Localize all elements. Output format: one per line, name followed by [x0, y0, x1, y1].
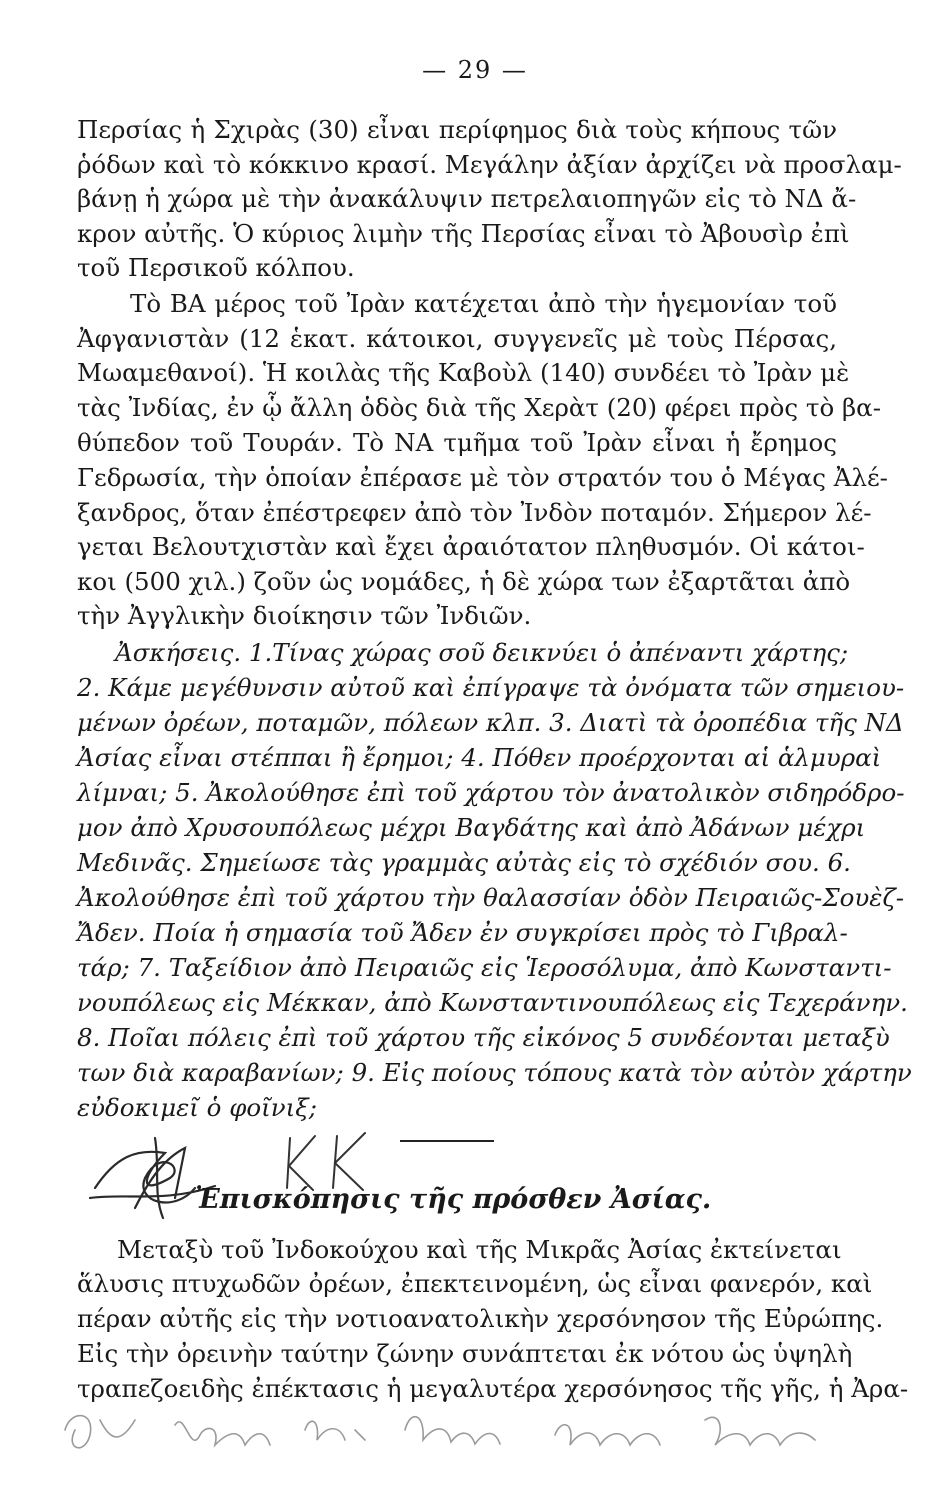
text-line: Ἀφγανιστὰν (12 ἑκατ. κάτοικοι, συγγενεῖς μὲ τοὺς Πέρσας, — [77, 324, 837, 353]
text-line: κοι (500 χιλ.) ζοῦν ὡς νομάδες, ἡ δὲ χώρα των ἐξαρτᾶται ἀπὸ — [77, 567, 851, 596]
exercise-line: Ἀσκήσεις. 1.Τίνας χώρας σοῦ δεικνύει ὁ ἀπέναντι χάρτης; — [115, 638, 849, 667]
text-line: Τὸ ΒΑ μέρος τοῦ Ἰρὰν κατέχεται ἀπὸ τὴν ἡγεμονίαν τοῦ — [130, 289, 837, 318]
text-line: ἅλυσις πτυχωδῶν ὀρέων, ἐπεκτεινομένη, ὡς εἶναι φανερόν, καὶ — [77, 1269, 873, 1298]
text-line: θύπεδον τοῦ Τουράν. Τὸ ΝΑ τμῆμα τοῦ Ἰρὰν εἶναι ἡ ἔρημος — [77, 428, 837, 457]
exercise-line: μένων ὀρέων, ποταμῶν, πόλεων κλπ. 3. Διατὶ τὰ ὀροπέδια τῆς ΝΔ — [77, 708, 904, 737]
exercise-line: Ἀκολούθησε ἐπὶ τοῦ χάρτου τὴν θαλασσίαν ὁδὸν Πειραιῶς-Σουὲζ- — [77, 883, 904, 912]
section-heading: Ἐπισκόπησις τῆς πρόσθεν Ἀσίας. — [195, 1184, 712, 1215]
exercise-line: Ἀσίας εἶναι στέππαι ἢ ἔρημοι; 4. Πόθεν προέρχονται αἱ ἁλμυραὶ — [77, 743, 882, 772]
text-line: τὰς Ἰνδίας, ἐν ᾧ ἄλλη ὁδὸς διὰ τῆς Χερὰτ (20) φέρει πρὸς τὸ βα- — [77, 393, 882, 422]
text-line: τραπεζοειδὴς ἐπέκτασις ἡ μεγαλυτέρα χερσόνησος τῆς γῆς, ἡ Ἀρα- — [77, 1374, 909, 1403]
exercise-line: των διὰ καραβανίων; 9. Εἰς ποίους τόπους κατὰ τὸν αὐτὸν χάρτην — [77, 1058, 912, 1087]
exercise-line: Ἄδεν. Ποία ἡ σημασία τοῦ Ἄδεν ἐν συγκρίσει πρὸς τὸ Γιβραλ- — [77, 918, 848, 947]
text-line: Περσίας ἡ Σχιρὰς (30) εἶναι περίφημος διὰ τοὺς κήπους τῶν — [77, 115, 837, 144]
text-line: γεται Βελουτχιστὰν καὶ ἔχει ἀραιότατον πληθυσμόν. Οἱ κάτοι- — [77, 532, 865, 561]
exercise-line: μον ἀπὸ Χρυσουπόλεως μέχρι Βαγδάτης καὶ ἀπὸ Ἀδάνων μέχρι — [77, 813, 866, 842]
exercise-line: νουπόλεως εἰς Μέκκαν, ἀπὸ Κωνσταντινουπόλεως εἰς Τεχεράνην. — [77, 988, 908, 1017]
section-divider — [400, 1140, 494, 1142]
text-line: ξανδρος, ὅταν ἐπέστρεφεν ἀπὸ τὸν Ἰνδὸν ποταμόν. Σήμερον λέ- — [77, 498, 872, 527]
text-line: τὴν Ἀγγλικὴν διοίκησιν τῶν Ἰνδιῶν. — [77, 601, 532, 630]
page-number: — 29 — — [422, 56, 528, 84]
exercise-line: Μεδινᾶς. Σημείωσε τὰς γραμμὰς αὐτὰς εἰς τὸ σχέδιόν σου. 6. — [77, 848, 851, 877]
text-line: ῥόδων καὶ τὸ κόκκινο κρασί. Μεγάλην ἀξίαν ἀρχίζει νὰ προσλαμ- — [77, 150, 902, 179]
text-line: Εἰς τὴν ὀρεινὴν ταύτην ζώνην συνάπτεται ἐκ νότου ὡς ὑψηλὴ — [77, 1339, 853, 1368]
exercise-line: εὐδοκιμεῖ ὁ φοῖνιξ; — [77, 1093, 317, 1122]
text-line: Γεδρωσία, τὴν ὁποίαν ἐπέρασε μὲ τὸν στρατόν του ὁ Μέγας Ἀλέ- — [77, 463, 888, 492]
text-line: Μωαμεθανοί). Ἡ κοιλὰς τῆς Καβοὺλ (140) συνδέει τὸ Ἰρὰν μὲ — [77, 358, 850, 387]
text-line: κρον αὐτῆς. Ὁ κύριος λιμὴν τῆς Περσίας εἶναι τὸ Ἀβουσὶρ ἐπὶ — [77, 219, 850, 248]
pencil-handwriting — [55, 1400, 845, 1480]
exercise-line: 8. Ποῖαι πόλεις ἐπὶ τοῦ χάρτου τῆς εἰκόνος 5 συνδέονται μεταξὺ — [77, 1023, 890, 1052]
text-line: Μεταξὺ τοῦ Ἰνδοκούχου καὶ τῆς Μικρᾶς Ἀσίας ἐκτείνεται — [117, 1235, 842, 1264]
exercise-line: λίμναι; 5. Ἀκολούθησε ἐπὶ τοῦ χάρτου τὸν ἀνατολικὸν σιδηρόδρο- — [77, 778, 905, 807]
text-line: πέραν αὐτῆς εἰς τὴν νοτιοανατολικὴν χερσόνησον τῆς Εὐρώπης. — [77, 1304, 884, 1333]
exercise-line: τάρ; 7. Ταξείδιον ἀπὸ Πειραιῶς εἰς Ἱεροσόλυμα, ἀπὸ Κωνσταντι- — [77, 953, 892, 982]
text-line: βάνῃ ἡ χώρα μὲ τὴν ἀνακάλυψιν πετρελαιοπηγῶν εἰς τὸ ΝΔ ἄ- — [77, 184, 857, 213]
text-line: τοῦ Περσικοῦ κόλπου. — [77, 253, 355, 282]
exercise-line: 2. Κάμε μεγέθυνσιν αὐτοῦ καὶ ἐπίγραψε τὰ ὀνόματα τῶν σημειου- — [77, 673, 905, 702]
